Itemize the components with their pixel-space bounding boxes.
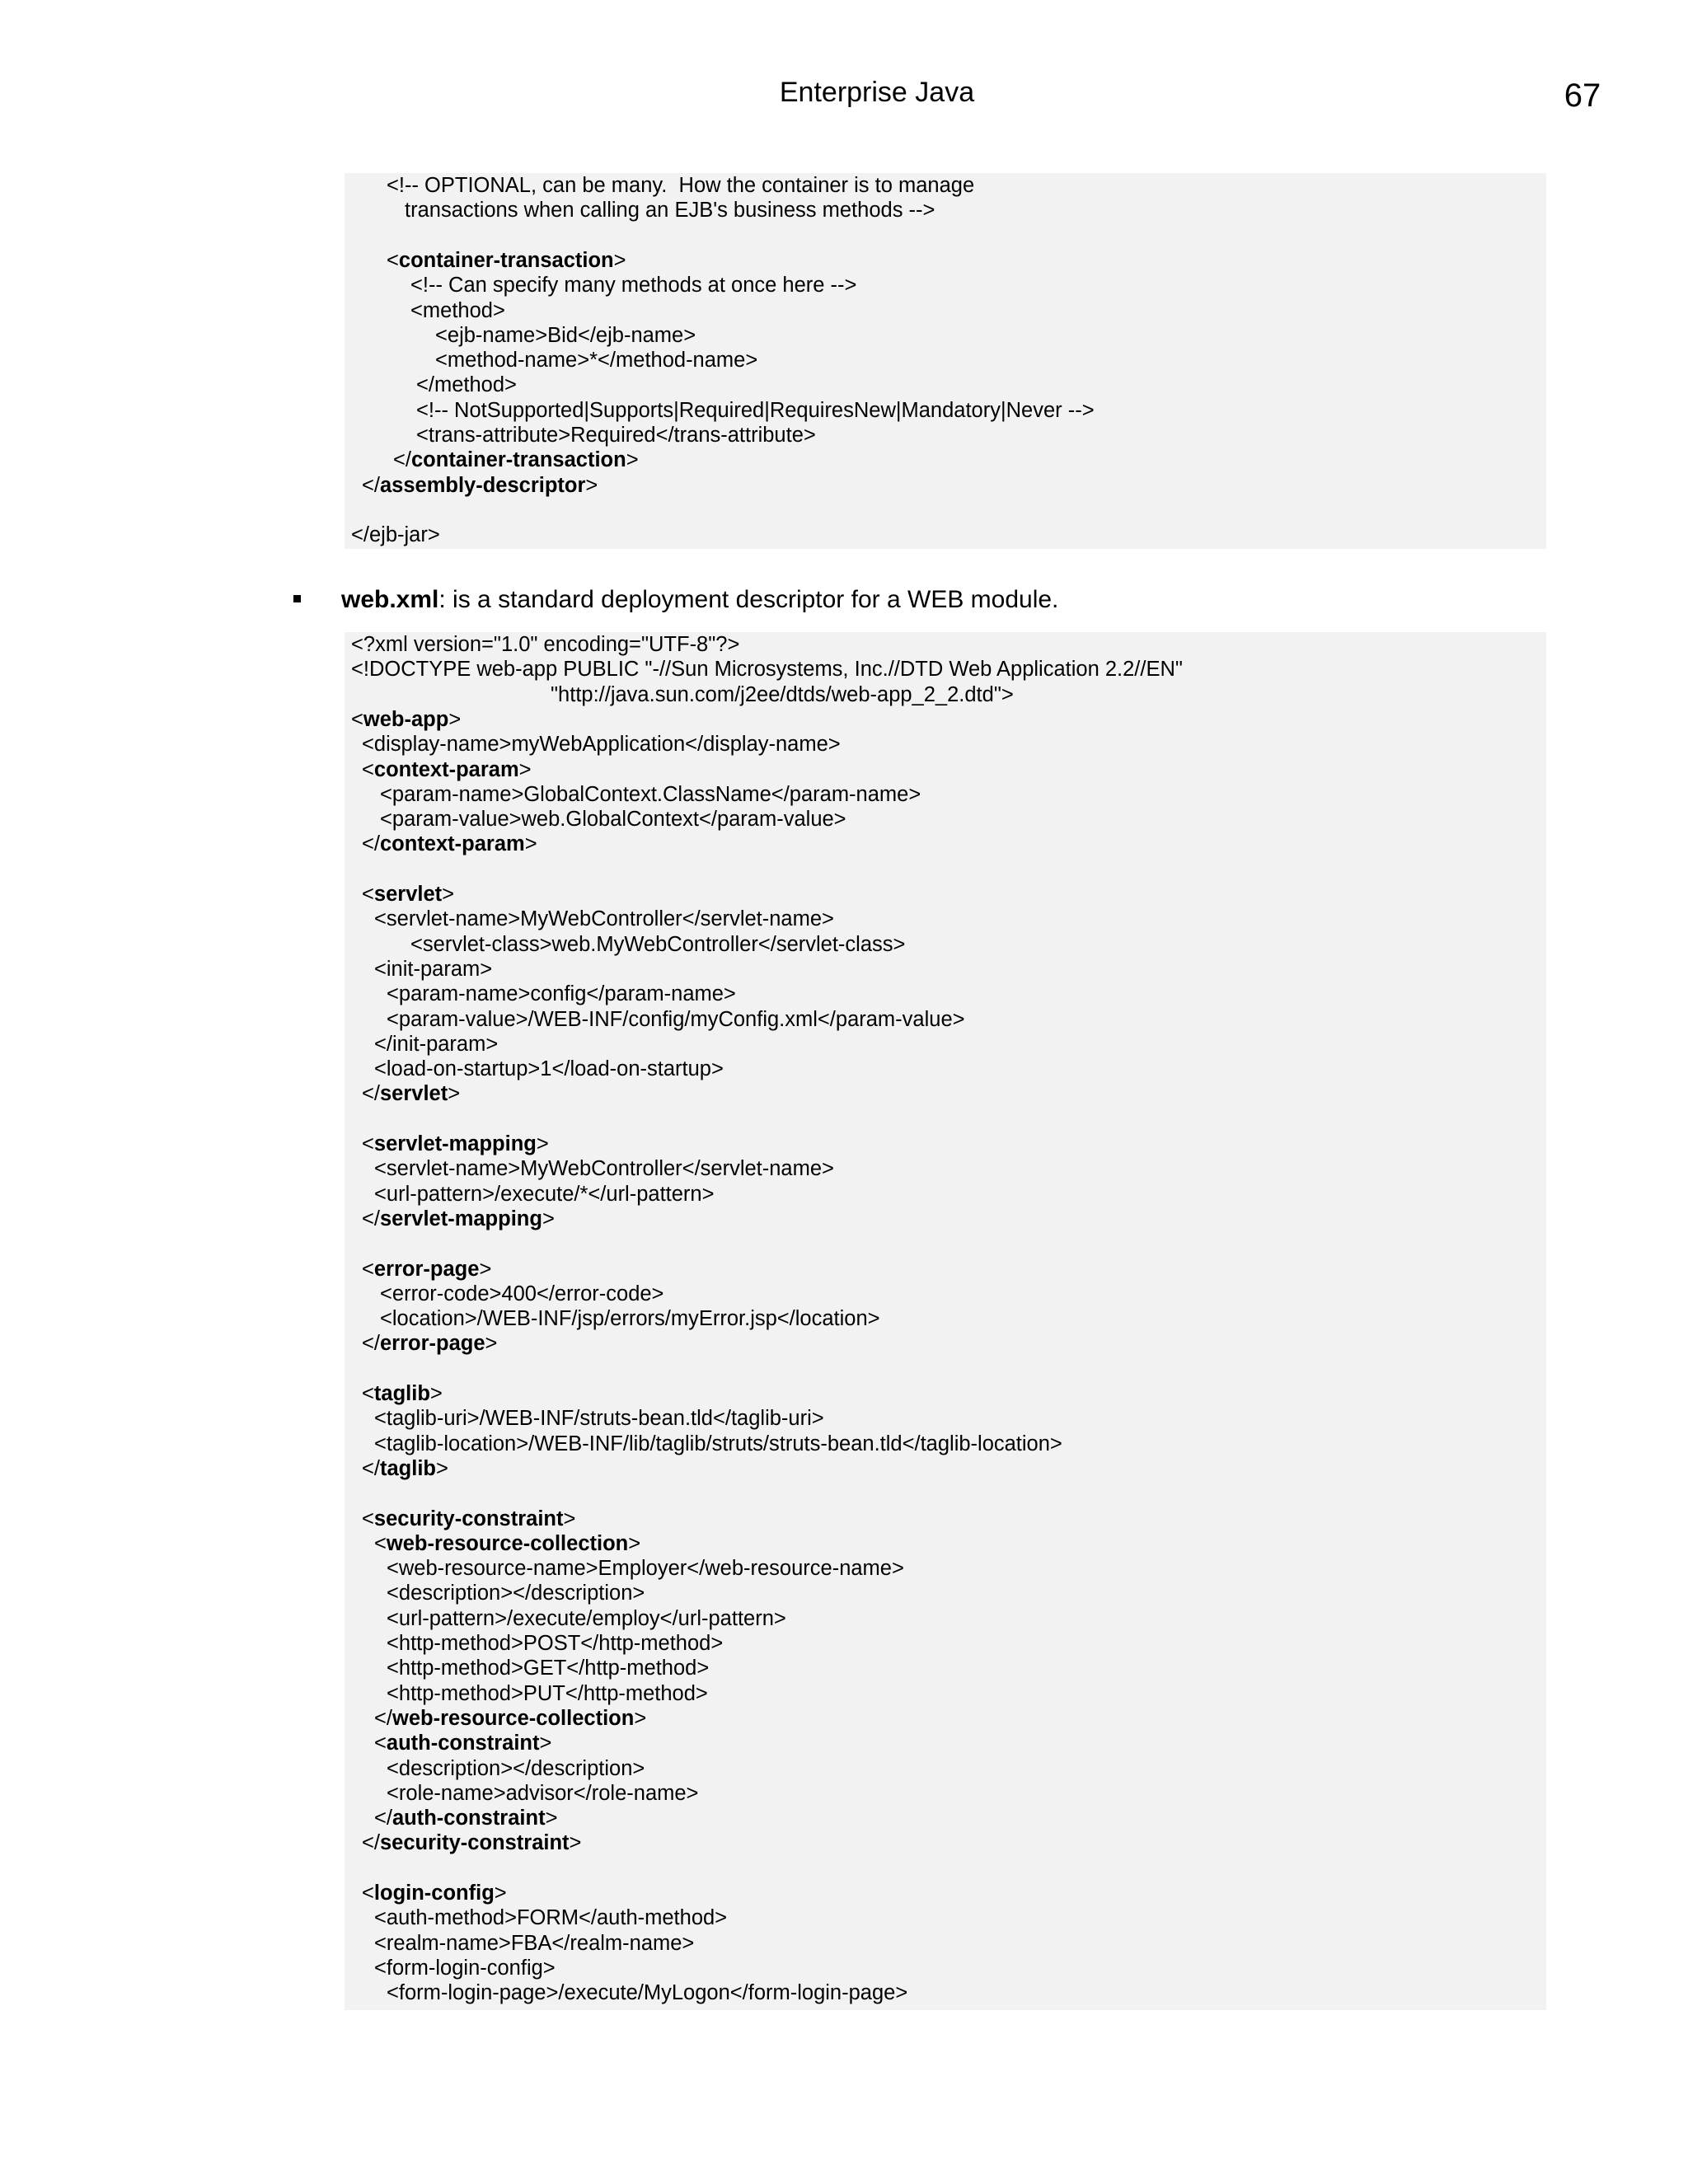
web-xml-code-listing [345, 632, 1546, 2010]
code-line: <load-on-startup>1</load-on-startup> [374, 1057, 724, 1081]
page-number: 67 [1564, 77, 1601, 114]
code-line: <servlet-mapping> [362, 1132, 549, 1155]
bullet-text [341, 583, 1058, 616]
code-line: </method> [416, 373, 517, 397]
code-line: </error-page> [362, 1332, 498, 1356]
bullet-description: : is a standard deployment descriptor for a WEB module. [438, 586, 1059, 613]
code-line: <web-resource-collection> [374, 1531, 641, 1555]
code-line: <param-name>config</param-name> [387, 982, 736, 1006]
running-header-title: Enterprise Java [779, 77, 975, 108]
code-line: <!-- Can specify many methods at once here --> [410, 274, 857, 298]
code-line: </web-resource-collection> [374, 1706, 647, 1730]
code-line: <form-login-config> [374, 1956, 556, 1980]
code-line: <display-name>myWebApplication</display-name> [362, 733, 841, 757]
code-line: </assembly-descriptor> [362, 473, 598, 497]
code-line: <param-name>GlobalContext.ClassName</param-name> [380, 782, 921, 806]
code-line: <web-resource-name>Employer</web-resource-name> [387, 1557, 904, 1581]
bullet-term: web.xml [341, 586, 439, 613]
code-line: transactions when calling an EJB's business methods --> [405, 199, 935, 223]
code-line: <location>/WEB-INF/jsp/errors/myError.jsp</location> [380, 1307, 880, 1331]
code-line: <!-- NotSupported|Supports|Required|RequiresNew|Mandatory|Never --> [416, 398, 1095, 422]
bullet-square-icon [293, 595, 301, 602]
code-line: </context-param> [362, 832, 537, 856]
code-line: <taglib-uri>/WEB-INF/struts-bean.tld</taglib-uri> [374, 1407, 824, 1431]
code-line: <login-config> [362, 1882, 507, 1905]
code-line: <auth-method>FORM</auth-method> [374, 1906, 728, 1930]
code-line: <method> [410, 298, 505, 322]
web-xml-bullet-item [290, 583, 1526, 616]
ejb-jar-code-listing [345, 173, 1546, 549]
code-line: <realm-name>FBA</realm-name> [374, 1931, 695, 1955]
code-line: <http-method>POST</http-method> [387, 1632, 724, 1655]
code-line: <container-transaction> [387, 248, 626, 272]
code-line: <init-param> [374, 957, 493, 981]
code-line: "http://java.sun.com/j2ee/dtds/web-app_2_2.dtd"> [551, 682, 1014, 706]
code-line: <param-value>/WEB-INF/config/myConfig.xml</param-value> [387, 1007, 965, 1031]
code-line: <url-pattern>/execute/employ</url-pattern> [387, 1606, 786, 1630]
code-line: <taglib> [362, 1382, 443, 1405]
code-line: </init-param> [374, 1032, 499, 1056]
code-line: <role-name>advisor</role-name> [387, 1781, 699, 1805]
code-line: <http-method>GET</http-method> [387, 1657, 710, 1680]
code-line: </ejb-jar> [351, 523, 440, 547]
code-line: </container-transaction> [393, 448, 639, 472]
code-line: </auth-constraint> [374, 1807, 558, 1830]
code-line: <trans-attribute>Required</trans-attribute> [416, 424, 816, 447]
code-line: <!-- OPTIONAL, can be many. How the container is to manage [387, 174, 975, 197]
code-line: <taglib-location>/WEB-INF/lib/taglib/struts/struts-bean.tld</taglib-location> [374, 1432, 1062, 1455]
code-line: <error-page> [362, 1257, 492, 1281]
code-line: <servlet-name>MyWebController</servlet-name> [374, 907, 834, 931]
code-line: <?xml version="1.0" encoding="UTF-8"?> [351, 633, 740, 656]
code-line: <context-param> [362, 757, 532, 781]
code-line: <web-app> [351, 707, 462, 731]
code-line: <ejb-name>Bid</ejb-name> [435, 323, 696, 347]
code-line: <form-login-page>/execute/MyLogon</form-login-page> [387, 1981, 908, 2005]
code-line: </servlet> [362, 1082, 461, 1106]
code-line: <auth-constraint> [374, 1732, 552, 1755]
code-line: <error-code>400</error-code> [380, 1282, 664, 1305]
code-line: <url-pattern>/execute/*</url-pattern> [374, 1182, 715, 1206]
code-line: <method-name>*</method-name> [435, 349, 758, 373]
code-line: <param-value>web.GlobalContext</param-value> [380, 808, 846, 832]
code-line: <servlet-class>web.MyWebController</servlet-class> [410, 932, 906, 956]
code-line: <servlet-name>MyWebController</servlet-name> [374, 1157, 834, 1181]
code-line: <http-method>PUT</http-method> [387, 1681, 708, 1705]
code-line: </security-constraint> [362, 1831, 582, 1855]
code-line: </taglib> [362, 1456, 448, 1480]
code-line: <description></description> [387, 1582, 645, 1605]
code-line: </servlet-mapping> [362, 1207, 555, 1230]
code-line: <security-constraint> [362, 1507, 576, 1530]
code-line: <description></description> [387, 1756, 645, 1780]
code-line: <!DOCTYPE web-app PUBLIC "-//Sun Microsystems, Inc.//DTD Web Application 2.2//EN" [351, 658, 1183, 682]
code-line: <servlet> [362, 883, 455, 906]
